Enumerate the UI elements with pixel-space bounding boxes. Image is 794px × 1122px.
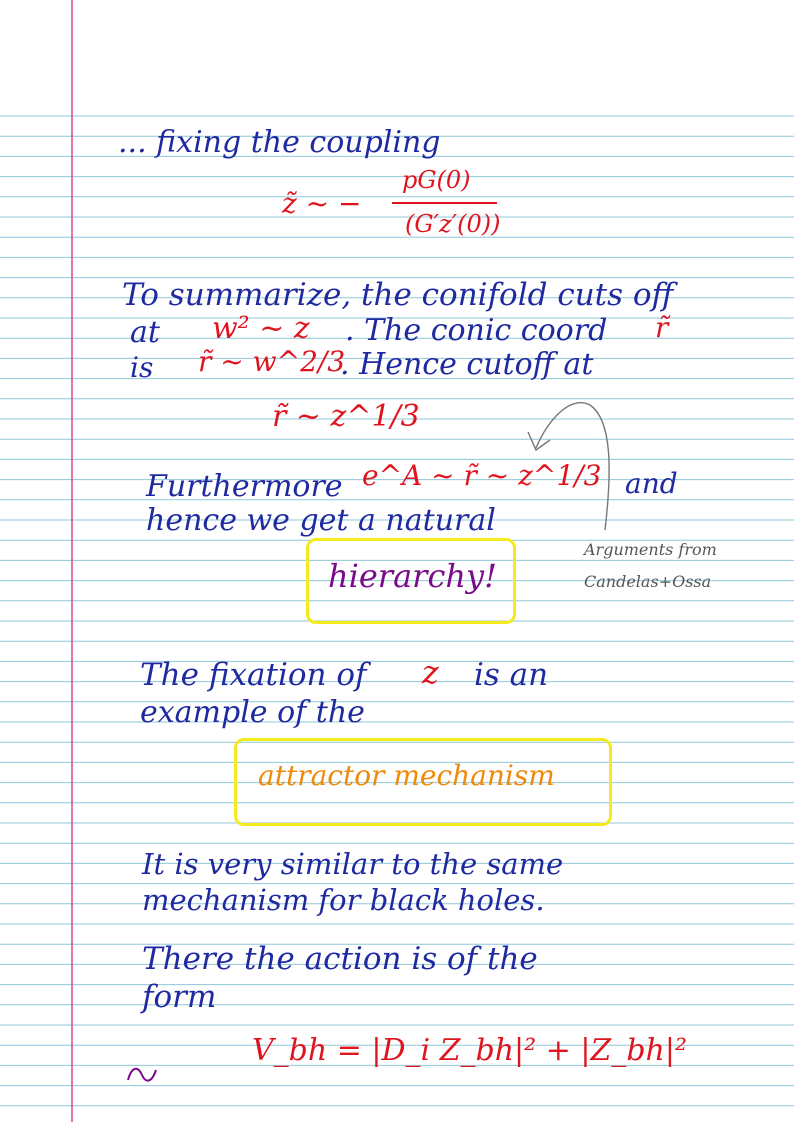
fixation-line-prefix: The fixation of (140, 657, 367, 693)
summary-line-3-prefix: is (130, 351, 154, 384)
summary-line-3-suffix: . Hence cutoff at (340, 347, 594, 382)
summary-line-2-rtilde: r̃ (655, 311, 669, 344)
summary-line-2-equation: w² ~ z (212, 311, 310, 346)
equation-denominator: (G′z′(0)) (405, 210, 501, 238)
cutoff-equation: r̃ ~ z^1/3 (272, 399, 420, 434)
similar-line-2: mechanism for black holes. (142, 883, 545, 917)
hence-line: hence we get a natural (146, 503, 496, 538)
action-line-1: There the action is of the (142, 941, 538, 977)
fraction-bar (392, 202, 497, 204)
black-hole-potential-equation: V_bh = |D_i Z_bh|² + |Z_bh|² (252, 1033, 688, 1068)
furthermore-word: Furthermore (146, 469, 343, 504)
warp-factor-equation: e^A ~ r̃ ~ z^1/3 (362, 459, 602, 492)
margin-note-line-1: Arguments from (584, 540, 717, 559)
similar-line-1: It is very similar to the same (142, 847, 564, 881)
fixation-line-suffix: is an (474, 657, 549, 693)
equation-z-tilde-lhs: z̃ ~ − (282, 187, 362, 220)
hierarchy-word: hierarchy! (328, 557, 497, 595)
summary-line-1: To summarize, the conifold cuts off (122, 277, 674, 313)
attractor-mechanism: attractor mechanism (258, 759, 555, 792)
tilde-mark (128, 1069, 156, 1081)
and-word: and (625, 467, 678, 500)
summary-line-3-equation: r̃ ~ w^2/3 (198, 345, 346, 378)
summary-line-2-suffix: . The conic coord (345, 313, 608, 348)
action-line-2: form (142, 979, 217, 1015)
example-line: example of the (140, 695, 365, 730)
equation-numerator: pG(0) (402, 166, 471, 194)
margin-note-line-2: Candelas+Ossa (584, 572, 712, 591)
fixation-z: z (422, 653, 439, 691)
note-line-fixing-coupling: ... fixing the coupling (118, 125, 441, 160)
summary-line-2-prefix: at (130, 315, 160, 350)
